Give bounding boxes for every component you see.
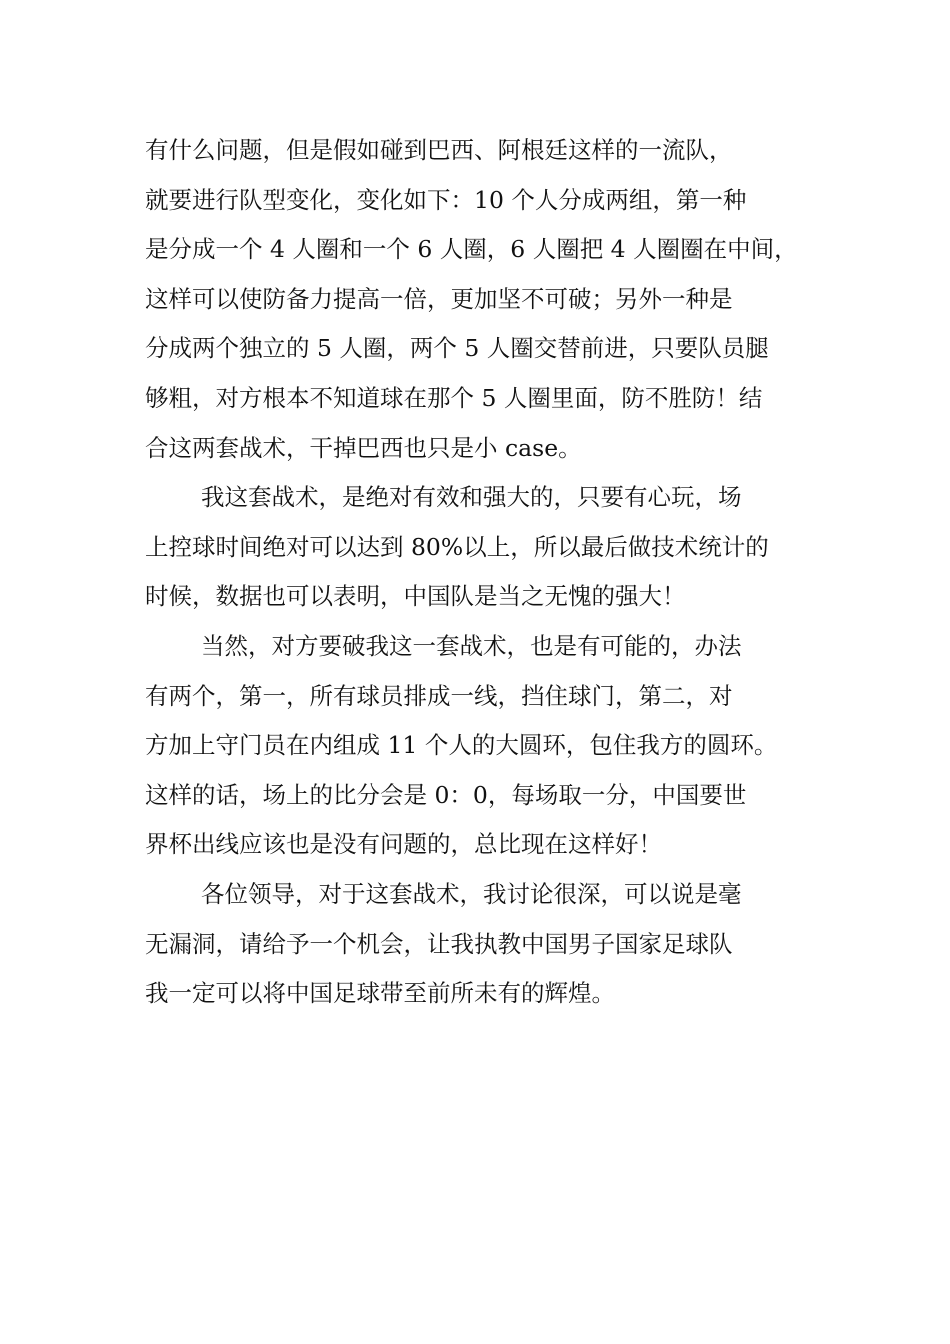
text-line: 上控球时间绝对可以达到 80%以上，所以最后做技术统计的 [145, 532, 769, 561]
text-line: 分成两个独立的 5 人圈，两个 5 人圈交替前进，只要队员腿 [145, 334, 769, 363]
document-body [145, 126, 825, 1019]
text-line: 这样的话，场上的比分会是 0：0，每场取一分，中国要世 [145, 780, 747, 809]
text-line: 无漏洞，请给予一个机会，让我执教中国男子国家足球队 [145, 929, 733, 958]
text-line: 合这两套战术，干掉巴西也只是小 case。 [145, 433, 582, 462]
text-line: 我一定可以将中国足球带至前所未有的辉煌。 [145, 979, 615, 1008]
text-line: 方加上守门员在内组成 11 个人的大圆环，包住我方的圆环。 [145, 731, 778, 760]
text-line: 有两个，第一，所有球员排成一线，挡住球门，第二，对 [145, 681, 733, 710]
text-line: 有什么问题，但是假如碰到巴西、阿根廷这样的一流队， [145, 136, 733, 164]
text-line: 时候，数据也可以表明，中国队是当之无愧的强大！ [145, 582, 686, 611]
text-line: 界杯出线应该也是没有问题的，总比现在这样好！ [145, 830, 662, 859]
paragraph-first-line: 各位领导，对于这套战术，我讨论很深，可以说是毫 [201, 879, 742, 908]
paragraph-first-line: 当然，对方要破我这一套战术，也是有可能的，办法 [201, 631, 742, 660]
text-line: 就要进行队型变化，变化如下：10 个人分成两组，第一种 [145, 185, 747, 214]
text-line: 够粗，对方根本不知道球在那个 5 人圈里面，防不胜防！结 [145, 383, 763, 412]
text-line: 这样可以使防备力提高一倍，更加坚不可破；另外一种是 [145, 284, 733, 313]
paragraph-first-line: 我这套战术，是绝对有效和强大的，只要有心玩，场 [201, 483, 742, 512]
text-line: 是分成一个 4 人圈和一个 6 人圈，6 人圈把 4 人圈圈在中间， [145, 235, 798, 264]
